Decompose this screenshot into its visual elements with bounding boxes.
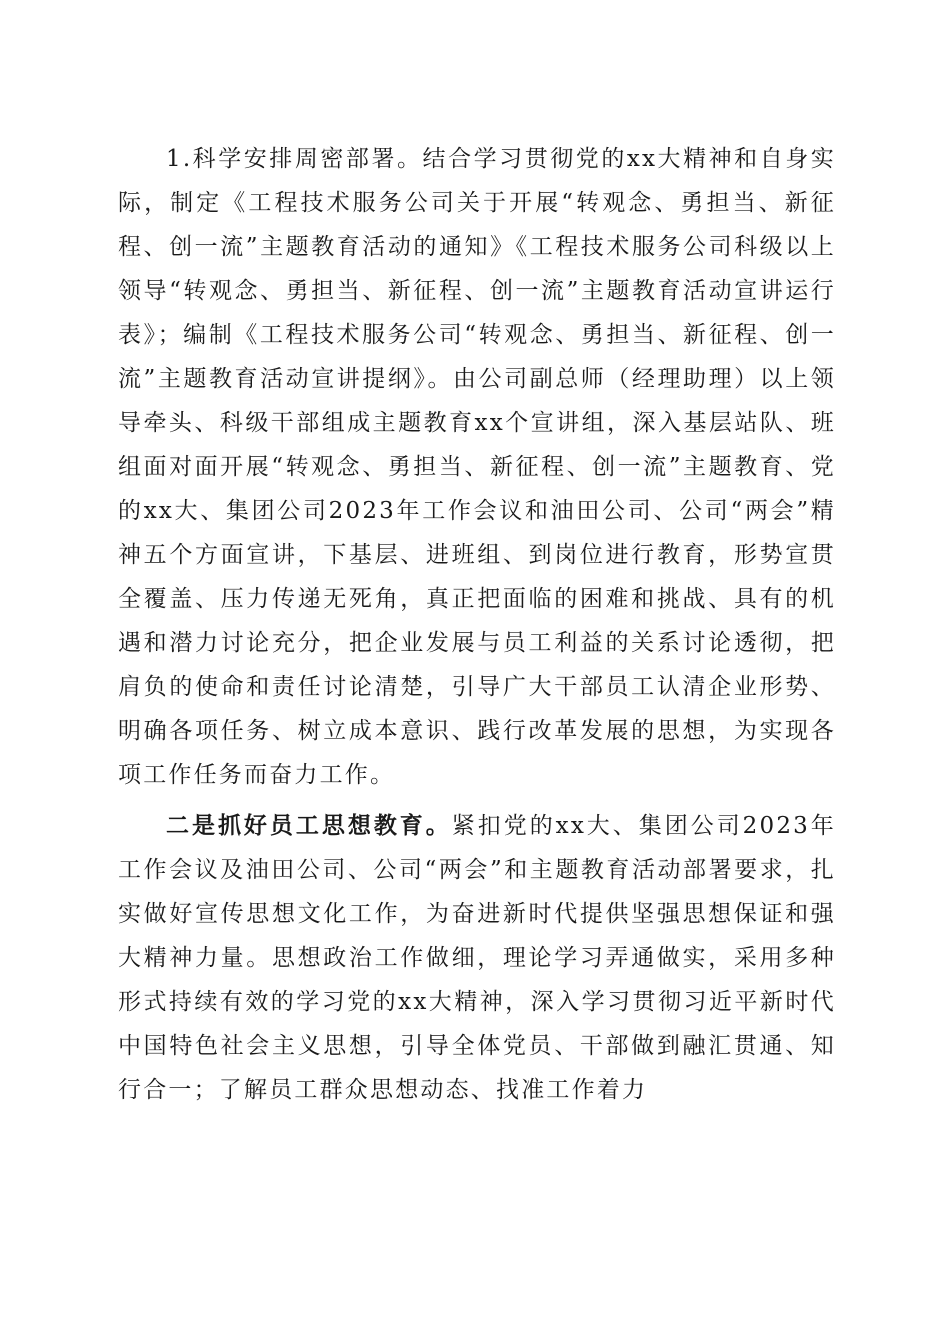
paragraph-ideological-education-text: 紧扣党的xx大、集团公司2023年工作会议及油田公司、公司“两会”和主题教育活动部署要求，扎实做好宣传思想文化工作，为奋进新时代提供坚强思想保证和强大精神力量。思想政治工作做细，理论学习弄通做实，采用多种形式持续有效的学习党的xx大精神，深入学习贯彻习近平新时代中国特色社会主义思想，引导全体党员、干部做到融汇贯通、知行合一；了解员工群众思想动态、找准工作着力 bbox=[118, 813, 836, 1103]
document-body bbox=[118, 137, 836, 1119]
paragraph-ideological-education-lead: 二是抓好员工思想教育。 bbox=[166, 812, 452, 839]
paragraph-deployment-text: 1.科学安排周密部署。结合学习贯彻党的xx大精神和自身实际，制定《工程技术服务公司关于开展“转观念、勇担当、新征程、创一流”主题教育活动的通知》《工程技术服务公司科级以上领导“转观念、勇担当、新征程、创一流”主题教育活动宣讲运行表》；编制《工程技术服务公司“转观念、勇担当、新征程、创一流”主题教育活动宣讲提纲》。由公司副总师（经理助理）以上领导牵头、科级干部组成主题教育xx个宣讲组，深入基层站队、班组面对面开展“转观念、勇担当、新征程、创一流”主题教育、党的xx大、集团公司2023年工作会议和油田公司、公司“两会”精神五个方面宣讲，下基层、进班组、到岗位进行教育，形势宣贯全覆盖、压力传递无死角，真正把面临的困难和挑战、具有的机遇和潜力讨论充分，把企业发展与员工利益的关系讨论透彻，把肩负的使命和责任讨论清楚，引导广大干部员工认清企业形势、明确各项任务、树立成本意识、践行改革发展的思想，为实现各项工作任务而奋力工作。 bbox=[118, 146, 836, 788]
paragraph-ideological-education bbox=[118, 804, 836, 1112]
paragraph-deployment bbox=[118, 137, 836, 797]
